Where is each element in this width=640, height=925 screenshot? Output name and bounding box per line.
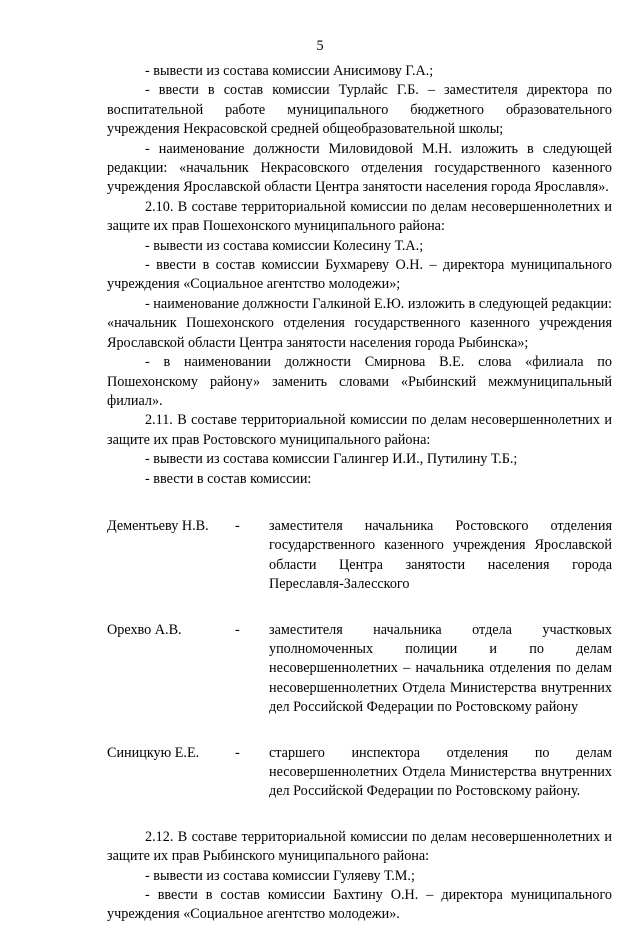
item-remove-galinger-putilina: - вывести из состава комиссии Галингер И.И., Путилину Т.Б.; [145,451,518,468]
section-2-12-heading: 2.12. В составе территориальной комиссии по делам несовершеннолетних и защите их прав Рыбинского муниципального района: [107,828,612,865]
page-number: 5 [316,38,324,54]
item-add-bukhmareva: - ввести в состав комиссии Бухмареву О.Н. – директора муниципального учреждения «Социальное агентство молодежи»; [107,257,612,293]
item-rename-milovidova: - наименование должности Миловидовой М.Н. изложить в следующей редакции: «начальник Некрасовского отделения государственного казенного учреждения Ярославской области Центра занятости населения города Ярославля». [107,140,612,196]
item-add-turlais: - ввести в состав комиссии Турлайс Г.Б. – заместителя директора по воспитательной работе муниципального бюджетного образовательного учреждения Некрасовской средней общеобразовательной школы; [107,82,612,138]
item-remove-gulyaeva: - вывести из состава комиссии Гуляеву Т.М.; [145,867,415,884]
item-remove-anisimova: - вывести из состава комиссии Анисимову Г.А.; [145,63,434,79]
item-rename-smirnov: - в наименовании должности Смирнова В.Е. слова «филиала по Пошехонскому району» заменить словами «Рыбинский межмуниципальный филиал». [107,354,612,409]
item-add-members-intro: - ввести в состав комиссии: [145,470,312,487]
member-entry [107,744,612,802]
member-description: заместителя начальника Ростовского отделения государственного казенного учреждения Ярославской области Центра занятости населения города Переславля-Залесского [269,517,612,593]
member-dash: - [235,744,240,761]
item-rename-galkina: - наименование должности Галкиной Е.Ю. изложить в следующей редакции: «начальник Пошехонского отделения государственного казенного учреждения Ярославской области Центра занятости населения города Рыбинска»; [107,295,612,351]
section-2-11-heading: 2.11. В составе территориальной комиссии по делам несовершеннолетних и защите их прав Ростовского муниципального района: [107,412,612,448]
item-add-bakhtina: - ввести в состав комиссии Бахтину О.Н. – директора муниципального учреждения «Социальное агентство молодежи». [107,887,612,923]
member-description: старшего инспектора отделения по делам несовершеннолетних Отдела Министерства внутренних дел Российской Федерации по Ростовскому району. [269,744,612,800]
member-dash: - [235,621,240,638]
member-name: Дементьеву Н.В. [107,517,209,534]
member-name: Синицкую Е.Е. [107,744,200,761]
member-description: заместителя начальника отдела участковых уполномоченных полиции и по делам несовершеннолетних – начальника отделения по делам несовершеннолетних Отдела Министерства внутренних дел Российской Федерации по Ростовскому району [269,621,612,716]
member-name: Орехво А.В. [107,621,182,638]
document-body [107,62,612,925]
section-2-10-heading: 2.10. В составе территориальной комиссии по делам несовершеннолетних и защите их прав Пошехонского муниципального района: [107,198,612,235]
member-dash: - [235,517,240,534]
member-entry [107,517,612,595]
item-remove-kolesina: - вывести из состава комиссии Колесину Т.А.; [145,237,424,254]
member-entry [107,621,612,718]
